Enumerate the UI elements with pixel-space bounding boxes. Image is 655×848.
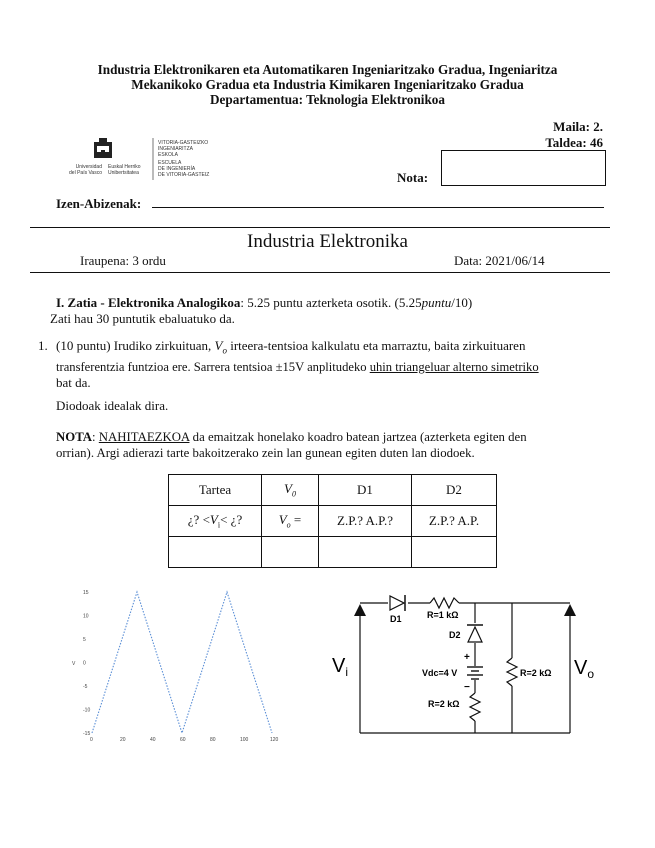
header-line-1: Industria Elektronikaren eta Automatikaren Ingeniaritzako Gradua, Ingeniaritza (97, 62, 558, 77)
header-line-3: Departamentua: Teknologia Elektronikoa (210, 92, 445, 107)
y-tick-label: -10 (83, 707, 91, 714)
name-line[interactable] (152, 207, 604, 208)
plot-axes (83, 590, 279, 743)
circuit-diagram (330, 588, 610, 748)
table-row (169, 537, 497, 568)
resistor-r1-icon (430, 598, 459, 608)
plot-ylabel: V (72, 661, 76, 667)
cell-interval: ¿? $<V_i<$ ¿? (169, 506, 262, 537)
y-tick-label: 5 (83, 637, 86, 643)
level-group (545, 119, 603, 151)
ehu-name: Euskal Herriko Unibertsitatea (108, 164, 141, 176)
grade-box[interactable] (441, 150, 606, 186)
question-body (56, 338, 626, 461)
question-line-2: transferentzia funtzioa ere. Sarrera tentsioa ±15V anplitudeko uhin triangeluar alterno simetriko (56, 359, 539, 374)
cell-empty[interactable] (169, 537, 262, 568)
nota-label: Nota: (397, 170, 429, 185)
upv-name: Universidad del País Vasco (69, 164, 102, 176)
section-subline: Zati hau 30 puntutik ebaluatuko da. (50, 311, 235, 326)
y-tick-label: 15 (83, 590, 89, 596)
header-v0: $V_0$ (262, 475, 319, 506)
nota-line-2: orrian). Argi adierazi tarte bakoitzerako zein lan gunean egiten duten lan diodoek. (56, 445, 475, 460)
duration-text: Iraupena: 3 ordu (80, 253, 166, 268)
x-tick-label: 80 (210, 737, 216, 743)
header-line-2: Mekanikoko Gradua eta Industria Kimikaren Ingeniaritzako Gradua (131, 77, 524, 92)
table-header-row (169, 475, 497, 506)
section-heading: I. Zatia - Elektronika Analogikoa: 5.25 puntu azterketa osotik. (5.25puntu/10) (56, 295, 473, 310)
taldea-label: Taldea: 46 (545, 135, 603, 150)
d2-label: D2 (449, 630, 461, 640)
header-d2: D2 (412, 475, 497, 506)
vo-arrow-icon (564, 604, 576, 616)
cell-empty[interactable] (412, 537, 497, 568)
question-line-1: (10 puntu) Irudiko zirkuituan, $V_o$ irteera-tentsioa kalkulatu eta marraztu, baita zirkuituaren (56, 338, 526, 356)
input-waveform-plot (70, 585, 285, 745)
vi-arrow-icon (354, 604, 366, 616)
cell-empty[interactable] (262, 537, 319, 568)
cell-d1: Z.P.? A.P.? (319, 506, 412, 537)
maila-label: Maila: 2. (553, 119, 603, 134)
x-tick-label: 60 (180, 737, 186, 743)
course-title: Industria Elektronika (247, 231, 408, 252)
x-tick-label: 20 (120, 737, 126, 743)
nota-line-1: NOTA: NAHITAEZKOA da emaitzak honelako koadro batean jartzea (azterketa egiten den (56, 429, 527, 444)
department-header (40, 62, 615, 107)
header-d1: D1 (319, 475, 412, 506)
question-line-3: bat da. (56, 374, 91, 390)
resistor-r3-icon (507, 658, 517, 686)
bottom-rule (30, 272, 610, 273)
university-logo (56, 136, 216, 184)
battery-vdc-icon (467, 667, 483, 679)
cell-vo: $V_o$ = (262, 506, 319, 537)
name-label: Izen-Abizenak: (56, 196, 142, 211)
y-tick-label: 0 (83, 660, 86, 667)
y-tick-label: -5 (83, 684, 88, 690)
r1-label: R=1 kΩ (427, 610, 459, 620)
r2-label: R=2 kΩ (428, 699, 460, 709)
x-tick-label: 40 (150, 737, 156, 743)
ideal-diodes-text: Diodoak idealak dira. (56, 397, 169, 413)
y-tick-label: 10 (83, 613, 89, 620)
date-text: Data: 2021/06/14 (454, 253, 545, 268)
vdc-label: Vdc=4 V (422, 668, 458, 678)
header-tartea: Tartea (169, 475, 262, 506)
plus-sign: + (464, 652, 470, 663)
results-table (168, 474, 497, 568)
vo-label: $V_o$ (574, 657, 595, 681)
table-row (169, 506, 497, 537)
r3-label: R=2 kΩ (520, 668, 552, 678)
top-rule (30, 227, 610, 228)
cell-empty[interactable] (319, 537, 412, 568)
vi-label: $V_i$ (332, 655, 349, 679)
x-tick-label: 100 (240, 737, 249, 743)
triangular-wave-line (92, 592, 272, 733)
question-number: 1. (38, 338, 48, 353)
resistor-r2-icon (470, 693, 480, 721)
diode-d2-icon (467, 625, 483, 642)
x-tick-label: 0 (90, 737, 93, 743)
y-tick-label: -15 (83, 731, 91, 737)
d1-label: D1 (390, 614, 402, 624)
cell-d2: Z.P.? A.P. (412, 506, 497, 537)
x-tick-label: 120 (270, 737, 279, 743)
minus-sign: − (464, 682, 470, 693)
diode-d1-icon (390, 595, 405, 611)
school-name: VITORIA-GASTEIZKO INGENIARITZA ESKOLA ESCUELA DE INGENIERÍA DE VITORIA-GASTEIZ (158, 140, 210, 178)
